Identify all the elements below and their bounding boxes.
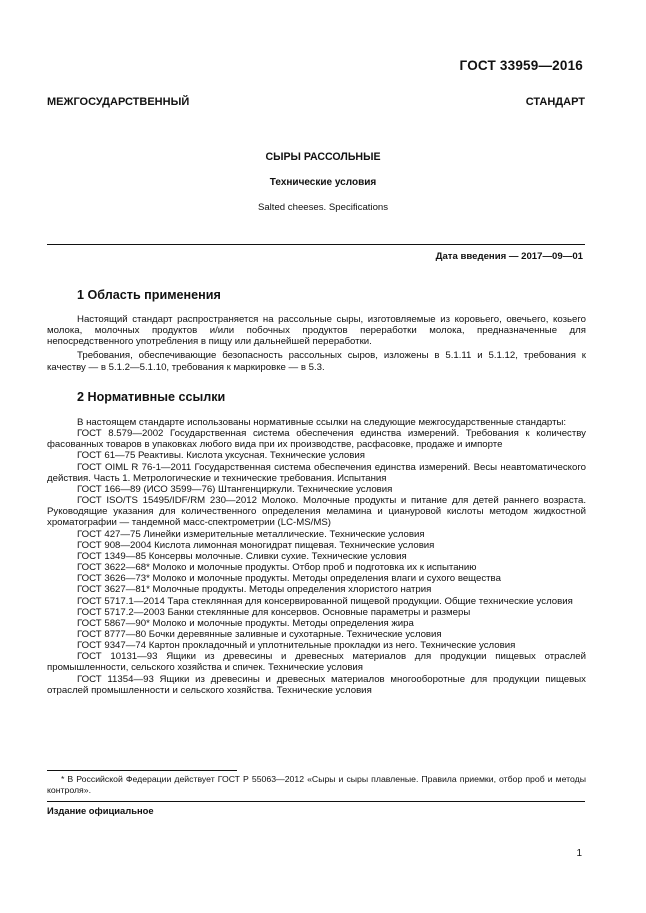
reference-item: ГОСТ 3626—73* Молоко и молочные продукты. Методы определения влаги и сухого вещества [77,573,501,585]
footnote [47,774,586,796]
reference-item: ГОСТ 166—89 (ИСО 3599—76) Штангенциркули. Технические условия [77,483,393,495]
reference-item: ГОСТ 10131—93 Ящики из древесины и древесных материалов для продукции пищевых отраслей промышленности, сельского хозяйства и спичек. Технические условия [47,651,586,674]
reference-item: ГОСТ 3622—68* Молоко и молочные продукты. Отбор проб и подготовка их к испытанию [77,562,477,574]
document-code: ГОСТ 33959—2016 [459,58,583,73]
reference-item: ГОСТ 5867—90* Молоко и молочные продукты. Методы определения жира [77,617,414,629]
footnote-divider [47,770,237,771]
reference-item: ГОСТ 5717.1—2014 Тара стеклянная для консервированной пищевой продукции. Общие технические условия [77,595,573,607]
document-subtitle: Технические условия [269,177,377,188]
introduction-date: Дата введения — 2017—09—01 [435,251,583,262]
reference-item: ГОСТ 9347—74 Картон прокладочный и уплотнительные прокладки из него. Технические условия [77,640,516,652]
reference-item: ГОСТ 427—75 Линейки измерительные металлические. Технические условия [77,528,425,540]
edition-label: Издание официальное [47,805,154,816]
reference-item: ГОСТ 8.579—2002 Государственная система обеспечения единства измерений. Требования к количеству фасованных товаров в упаковках любого вида при их производстве, расфасовке, продаже и импорте [47,428,586,451]
section-heading-normative-references: 2 Нормативные ссылки [77,390,226,404]
reference-item: ГОСТ OIML R 76-1—2011 Государственная система обеспечения единства измерений. Весы неавтоматического действия. Часть 1. Метрологические и технические требования. Испытания [47,461,586,484]
paragraph: Настоящий стандарт распространяется на рассольные сыры, изготовляемые из коровьего, овечьего, козьего молока, молочных продуктов и/или побочных продуктов переработки молока, предназначенные для непосредственного употребления в пищу или дальнейшей переработки. [47,314,586,348]
document-title-english: Salted cheeses. Specifications [257,202,389,213]
footnote-text: * В Российской Федерации действует ГОСТ Р 55063—2012 «Сыры и сыры плавленые. Правила приемки, отбор проб и методы контроля». [47,774,586,795]
paragraph: В настоящем стандарте использованы нормативные ссылки на следующие межгосударственные стандарты: [77,417,567,428]
reference-item: ГОСТ ISO/TS 15495/IDF/RM 230—2012 Молоко. Молочные продукты и питание для детей раннего возраста. Руководящие указания для количественного определения меламина и циануровой кислоты методом жидкостной хроматографии — тандемной масс-спектрометрии (LC-MS/MS) [47,495,586,529]
page-number: 1 [576,848,582,859]
reference-item: ГОСТ 5717.2—2003 Банки стеклянные для консервов. Основные параметры и размеры [77,606,471,618]
footer-divider [47,801,585,802]
paragraph: Требования, обеспечивающие безопасность рассольных сыров, изложены в 5.1.11 и 5.1.12, требования к качеству — в 5.1.2—5.1.10, требования к маркировке — в 5.3. [47,350,586,373]
section-body-normative-references [47,417,586,696]
reference-item: ГОСТ 61—75 Реактивы. Кислота уксусная. Технические условия [77,450,365,462]
title-divider [47,244,585,245]
reference-item: ГОСТ 8777—80 Бочки деревянные заливные и сухотарные. Технические условия [77,628,442,640]
document-title: СЫРЫ РАССОЛЬНЫЕ [265,151,381,163]
section-heading-scope: 1 Область применения [77,288,221,302]
reference-item: ГОСТ 908—2004 Кислота лимонная моногидрат пищевая. Технические условия [77,539,435,551]
reference-item: ГОСТ 1349—85 Консервы молочные. Сливки сухие. Технические условия [77,550,407,562]
reference-item: ГОСТ 11354—93 Ящики из древесины и древесных материалов многооборотные для продукции пищевых отраслей промышленности и сельского хозяйства. Технические условия [47,673,586,696]
standard-type-banner: МЕЖГОСУДАРСТВЕННЫЙ СТАНДАРТ [47,96,585,108]
section-body-scope [47,314,586,373]
reference-item: ГОСТ 3627—81* Молочные продукты. Методы определения хлористого натрия [77,584,432,596]
